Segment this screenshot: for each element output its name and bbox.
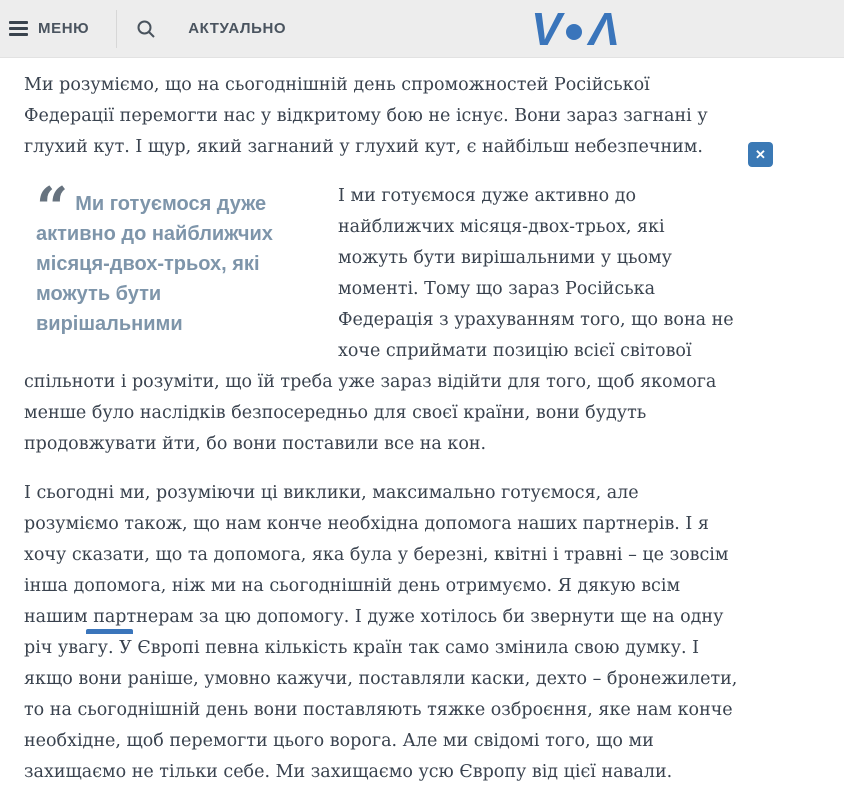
site-header xyxy=(0,0,844,58)
pull-quote-text: Ми готуємося дуже активно до найближчих місяця-двох-трьох, які можуть бути вирішальними xyxy=(36,193,273,335)
search-icon xyxy=(136,19,156,39)
header-divider xyxy=(116,10,117,48)
voa-logo[interactable] xyxy=(531,3,614,55)
menu-label: МЕНЮ xyxy=(38,20,90,37)
article-paragraph-1: Ми розуміємо, що на сьогоднішній день спроможностей Російської Федерації перемогти нас у відкритому бою не існує. Вони зараз загнані у глухий кут. І щур, який загнаний у глухий кут, є найбільш небезпечним. xyxy=(24,75,708,157)
article-body xyxy=(24,70,738,788)
logo-dot xyxy=(566,24,582,40)
close-icon: ✕ xyxy=(755,146,766,162)
nav-label: АКТУАЛЬНО xyxy=(188,19,287,37)
logo-letter-a: Λ xyxy=(588,3,615,55)
paragraph-with-pullquote xyxy=(24,175,738,460)
pull-quote xyxy=(36,175,312,339)
hamburger-icon xyxy=(9,21,28,36)
article-paragraph-2: І ми готуємося дуже активно до найближчих місяця-двох-трьох, які можуть бути вирішальними у цьому моменті. Тому що зараз Російська Федерація з урахуванням того, що вона не хоче сприймати позицію всієї світової спільноти і розуміти, що їй треба уже зараз відійти для того, щоб якомога менше було наслідків безпосередньо для своєї країни, вони будуть продовжувати йти, бо вони поставили все на кон. xyxy=(24,186,734,454)
article-paragraph-3: І сьогодні ми, розуміючи ці виклики, максимально готуємося, але розуміємо також, що нам конче необхідна допомога наших партнерів. І я хочу сказати, що та допомога, яка була у березні, квітні і травні – це зовсім інша допомога, ніж ми на сьогоднішній день отримуємо. Я дякую всім нашим партнерам за цю допомогу. І дуже хотілось би звернути ще на одну річ увагу. У Європі певна кількість країн так само змінила свою думку. І якщо вони раніше, умовно кажучи, поставляли каски, дехто – бронежилети, то на сьогоднішній день вони поставляють тяжке озброєння, яке нам конче необхідне, щоб перемогти цього ворога. Але ми свідомі того, що ми захищаємо не тільки себе. Ми захищаємо усю Європу від цієї навали. xyxy=(24,483,738,782)
nav-link-aktualno[interactable] xyxy=(188,20,286,38)
quote-mark-icon: “ xyxy=(36,175,69,241)
search-button[interactable] xyxy=(136,19,156,39)
partially-visible-blue-element xyxy=(86,629,133,634)
logo-letter-v: V xyxy=(531,3,557,55)
close-button[interactable] xyxy=(748,142,773,167)
menu-button[interactable] xyxy=(9,20,89,37)
